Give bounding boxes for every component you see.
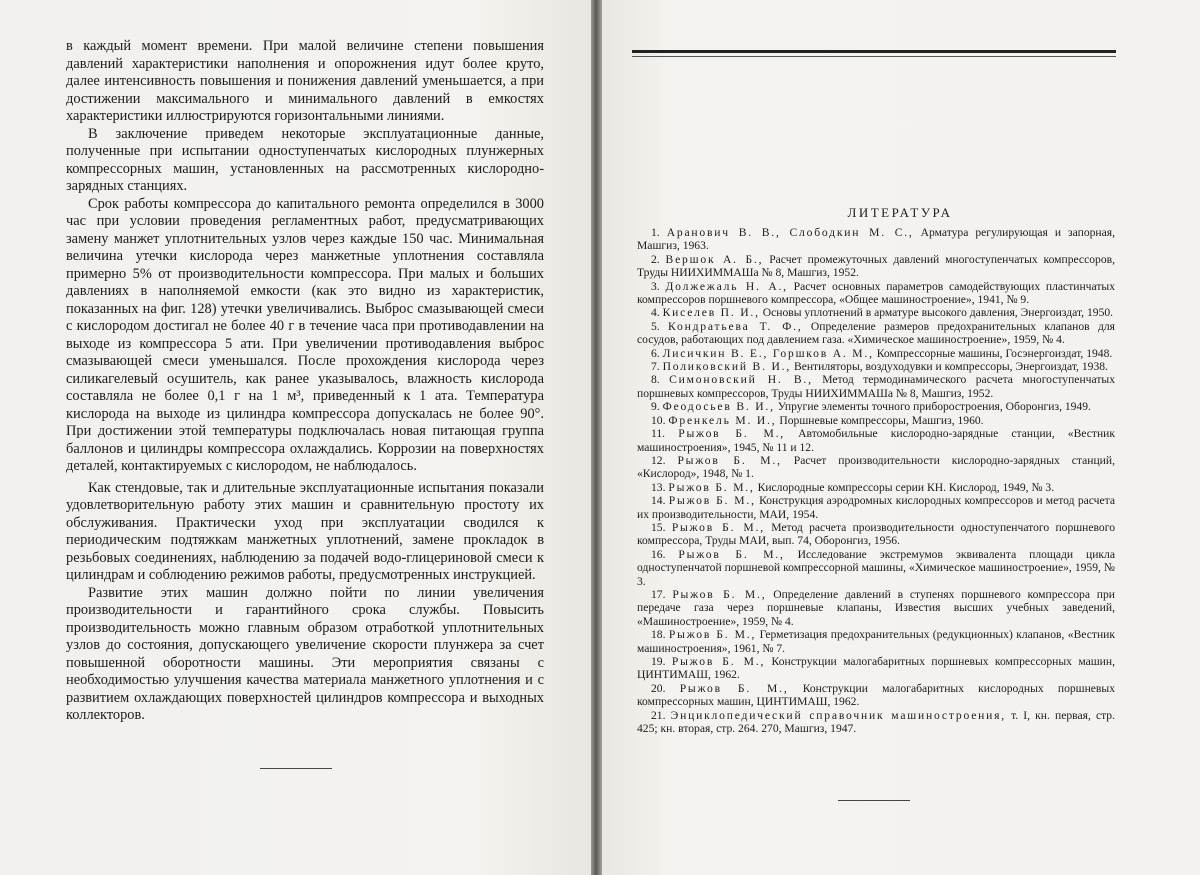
reference-text: Автомобильные кислородно-зарядные станции, «Вестник машиностроения», 1945, № 11 и 12.	[637, 427, 1115, 454]
reference-number: 15.	[651, 520, 666, 534]
reference-text: Арматура регулирующая и запорная, Машгиз, 1963.	[637, 226, 1115, 253]
reference-authors: Рыжов Б. М.,	[671, 520, 765, 534]
reference-item	[637, 373, 1115, 400]
reference-item	[637, 521, 1115, 548]
reference-number: 5.	[651, 319, 660, 333]
reference-text: Конструкции малогабаритных поршневых компрессорных машин, ЦИНТИМАШ, 1962.	[637, 655, 1115, 682]
reference-item	[637, 628, 1115, 655]
reference-item	[637, 655, 1115, 682]
reference-item	[637, 360, 1115, 373]
reference-list	[637, 226, 1115, 735]
reference-text: Упругие элементы точного приборостроения, Оборонгиз, 1949.	[774, 400, 1091, 414]
reference-text: Конструкции малогабаритных кислородных поршневых компрессорных машин, ЦИНТИМАШ, 1962.	[637, 681, 1115, 709]
reference-item	[637, 320, 1115, 347]
reference-authors: Аранович В. В., Слободкин М. С.,	[666, 226, 914, 239]
paragraph-3: Срок работы компрессора до капитального ремонта определился в 3000 час при условии проведения регламентных работ, предусматривающих замену манжет уплотнительных узлов через каждые 150 час. Минимальная величина утечки кислорода через манжетные уплотнения составляла примерно 5% от производительности компрессора. При малых и больших давлениях в наполняемой емкости (как это видно из характеристик, показанных на фиг. 128) утечки увеличивались. Выброс смазывающей смеси с кислородом достигал не более 40 г в течение часа при противодавлении на выходе из компрессора 5 ати. При увеличении противодавления выброс смазывающей смеси уменьшался. После прохождения кислорода через силикагелевый осушитель, как ранее указывалось, влажность кислорода составляла не более 0,1 г на 1 м³, приведенный к 1 ата. Температура кислорода на выходе из цилиндра компрессора допускалась не более 90°. При достижении этой температуры подключалась новая питающая группа баллонов и цилиндры компрессора охлаждались. Коррозии на поверхностях деталей, контактируемых с кислородом, не наблюдалось.	[66, 195, 544, 474]
reference-item	[637, 306, 1115, 319]
reference-authors: Феодосьев В. И.,	[662, 400, 775, 414]
reference-text: т. I, кн. первая, стр. 425; кн. вторая, стр. 264. 270, Машгиз, 1947.	[637, 708, 1115, 736]
reference-authors: Киселев П. И.,	[662, 306, 760, 320]
reference-number: 13.	[651, 480, 666, 494]
bibliography-title: ЛИТЕРАТУРА	[847, 205, 953, 220]
reference-text: Конструкция аэродромных кислородных компрессоров и метод расчета их производительности, МАИ, 1954.	[637, 494, 1116, 521]
reference-authors: Рыжов Б. М.,	[671, 655, 766, 668]
reference-number: 21.	[651, 708, 666, 722]
reference-authors: Энциклопедический справочник машиностроения,	[670, 708, 1007, 722]
reference-authors: Поликовский В. И.,	[662, 360, 792, 374]
reference-authors: Рыжов Б. М.,	[678, 427, 785, 441]
reference-number: 19.	[651, 655, 666, 668]
reference-number: 1.	[651, 226, 660, 239]
reference-number: 9.	[651, 400, 660, 414]
reference-item	[637, 494, 1115, 521]
reference-text: Кислородные компрессоры серии КН. Кислород, 1949, № 3.	[754, 480, 1055, 494]
reference-text: Метод термодинамического расчета многоступенчатых поршневых компрессоров, Труды НИИХИММАШа № 8, Машгиз, 1952.	[637, 373, 1115, 400]
reference-item	[637, 347, 1115, 360]
reference-item	[637, 481, 1115, 494]
reference-number: 3.	[651, 279, 660, 293]
reference-item	[637, 454, 1115, 481]
reference-authors: Рыжов Б. М.,	[668, 628, 757, 642]
header-rule	[632, 50, 1116, 53]
reference-text: Расчет производительности кислородно-зарядных станций, «Кислород», 1948, № 1.	[637, 453, 1115, 481]
reference-authors: Симоновский Н. В.,	[669, 373, 813, 387]
paragraph-5: Развитие этих машин должно пойти по линии увеличения производительности и гарантийного срока службы. Повысить производительность можно главным образом отработкой уплотнительных узлов до состояния, допускающего увеличение скорости плунжера за счет повышенной оборотности машины. Эти мероприятия связаны с необходимостью улучшения качества материала манжетного уплотнения и с развитием охлаждающих поверхностей цилиндров компрессора и выходных коллекторов.	[66, 584, 544, 723]
paragraph-1: в каждый момент времени. При малой величине степени повышения давлений характеристики наполнения и опорожнения идут более круто, далее интенсивность повышения и понижения давлений уменьшается, а при достижении максимального и минимального давлений в емкостях характеристики иллюстрируются горизонтальными линиями.	[66, 38, 544, 124]
reference-authors: Рыжов Б. М.,	[677, 453, 782, 467]
reference-authors: Рыжов Б. М.,	[668, 494, 756, 508]
paragraph-2: В заключение приведем некоторые эксплуатационные данные, полученные при испытании одноступенчатых кислородных плунжерных компрессорных машин, установленных на рассмотренных кислородно-зарядных станциях.	[66, 125, 544, 194]
reference-item	[637, 427, 1115, 454]
reference-item	[637, 280, 1115, 307]
reference-number: 12.	[651, 453, 666, 467]
reference-text: Вентиляторы, воздуходувки и компрессоры, Энергоиздат, 1938.	[791, 360, 1108, 374]
reference-authors: Кондратьева Т. Ф.,	[668, 319, 803, 333]
reference-text: Поршневые компрессоры, Машгиз, 1960.	[776, 413, 984, 427]
reference-number: 2.	[651, 252, 660, 266]
reference-text: Основы уплотнений в арматуре высокого давления, Энергоиздат, 1950.	[759, 306, 1114, 320]
reference-authors: Френкель М. И.,	[668, 413, 777, 427]
reference-text: Исследование экстремумов эквивалента площади цикла одноступенчатой поршневой компрессорной машины, «Химическое машиностроение», 1959, № 3.	[637, 547, 1115, 588]
reference-text: Герметизация предохранительных (редукционных) клапанов, «Вестник машиностроения», 1961, № 7.	[637, 628, 1115, 655]
reference-text: Метод расчета производительности одноступенчатого поршневого компрессора, Труды МАИ, вып. 74, Оборонгиз, 1956.	[637, 520, 1115, 548]
reference-number: 17.	[651, 587, 666, 601]
reference-authors: Рыжов Б. М.,	[668, 480, 755, 494]
end-rule	[260, 768, 332, 769]
body-text	[66, 38, 544, 725]
reference-number: 20.	[651, 681, 666, 695]
reference-number: 4.	[651, 306, 660, 320]
reference-number: 8.	[651, 373, 660, 387]
reference-number: 7.	[651, 360, 660, 374]
reference-text: Определение размеров предохранительных клапанов для сосудов, работающих под давлением газа. «Химическое машиностроение», 1959, № 4.	[637, 319, 1115, 347]
reference-authors: Рыжов Б. М.,	[679, 681, 789, 695]
reference-number: 14.	[651, 494, 666, 508]
reference-text: Определение давлений в ступенях поршневого компрессора при передаче газа через поршневые клапаны, Известия высших учебных заведений, «Машиностроение», 1959, № 4.	[637, 587, 1115, 628]
book-spine	[591, 0, 602, 875]
reference-authors: Должежаль Н. А.,	[665, 279, 788, 293]
paragraph-4: Как стендовые, так и длительные эксплуатационные испытания показали удовлетворительную работу этих машин и сравнительную простоту их обслуживания. Практически уход при эксплуатации сводился к периодическим подтяжкам манжетных уплотнений, замене прокладок в резьбовых соединениях, наблюдению за подачей водо-глицериновой смеси к цилиндрам и соблюдению режимов работы, предусмотренных инструкцией.	[66, 479, 544, 583]
reference-authors: Вершок А. Б.,	[665, 252, 764, 266]
reference-item	[637, 682, 1115, 709]
reference-item	[637, 253, 1115, 280]
end-rule-right	[838, 800, 910, 801]
reference-authors: Рыжов Б. М.,	[672, 587, 767, 601]
reference-number: 18.	[651, 628, 666, 642]
reference-text: Расчет основных параметров самодействующих пластинчатых компрессоров поршневого компрессора, «Общее машиностроение», 1941, № 9.	[637, 279, 1115, 307]
reference-item	[637, 400, 1115, 413]
reference-text: Расчет промежуточных давлений многоступенчатых компрессоров, Труды НИИХИММАШа № 8, Машгиз, 1952.	[637, 252, 1115, 280]
reference-authors: Рыжов Б. М.,	[678, 547, 785, 561]
reference-item	[637, 226, 1115, 253]
reference-number: 10.	[651, 413, 666, 427]
reference-number: 11.	[651, 427, 666, 441]
reference-item	[637, 588, 1115, 628]
reference-item	[637, 709, 1115, 736]
reference-number: 6.	[651, 346, 660, 360]
reference-authors: Лисичкин В. Е., Горшков А. М.,	[662, 346, 874, 360]
reference-text: Компрессорные машины, Госэнергоиздат, 1948.	[873, 346, 1113, 360]
reference-item	[637, 414, 1115, 427]
reference-item	[637, 548, 1115, 588]
reference-number: 16.	[651, 547, 666, 561]
